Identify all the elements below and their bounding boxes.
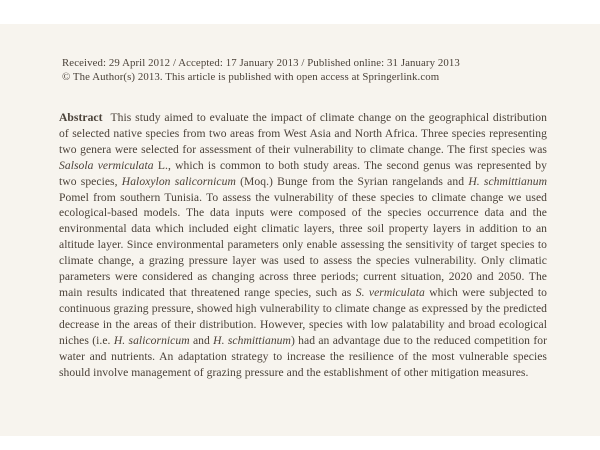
- received-accepted-published-line: Received: 29 April 2012 / Accepted: 17 January 2013 / Published online: 31 January 2013: [62, 57, 460, 69]
- abstract-paragraph: [59, 110, 547, 380]
- copyright-open-access-line: © The Author(s) 2013. This article is published with open access at Springerlink.com: [62, 70, 440, 83]
- paper-page: [0, 24, 600, 436]
- article-dates-block: [62, 57, 542, 84]
- abstract-label: Abstract: [59, 111, 103, 124]
- abstract-text: This study aimed to evaluate the impact of climate change on the geographical distribution of selected native species from two areas from West Asia and North Africa. Three species representing two genera were selected for assessment of their vulnerability to climate change. The first species was Salsola vermiculata L., which is common to both study areas. The second genus was represented by two species, Haloxylon salicornicum (Moq.) Bunge from the Syrian rangelands and H. schmittianum Pomel from southern Tunisia. To assess the vulnerability of these species to climate change we used ecological-based models. The data inputs were composed of the species occurrence data and the environmental data which included eight climatic layers, three soil property layers in addition to an altitude layer. Since environmental parameters only enable assessing the sensitivity of target species to climate change, a grazing pressure layer was used to assess the species vulnerability. Only climatic parameters were considered as changing across three periods; current situation, 2020 and 2050. The main results indicated that threatened range species, such as S. vermiculata which were subjected to continuous grazing pressure, showed high vulnerability to climate change as expressed by the predicted decrease in the areas of their distribution. However, species with low palatability and broad ecological niches (i.e. H. salicornicum and H. schmittianum) had an advantage due to the reduced competition for water and nutrients. An adaptation strategy to increase the resilience of the most vulnerable species should involve management of grazing pressure and the establishment of other mitigation measures.: [59, 111, 548, 379]
